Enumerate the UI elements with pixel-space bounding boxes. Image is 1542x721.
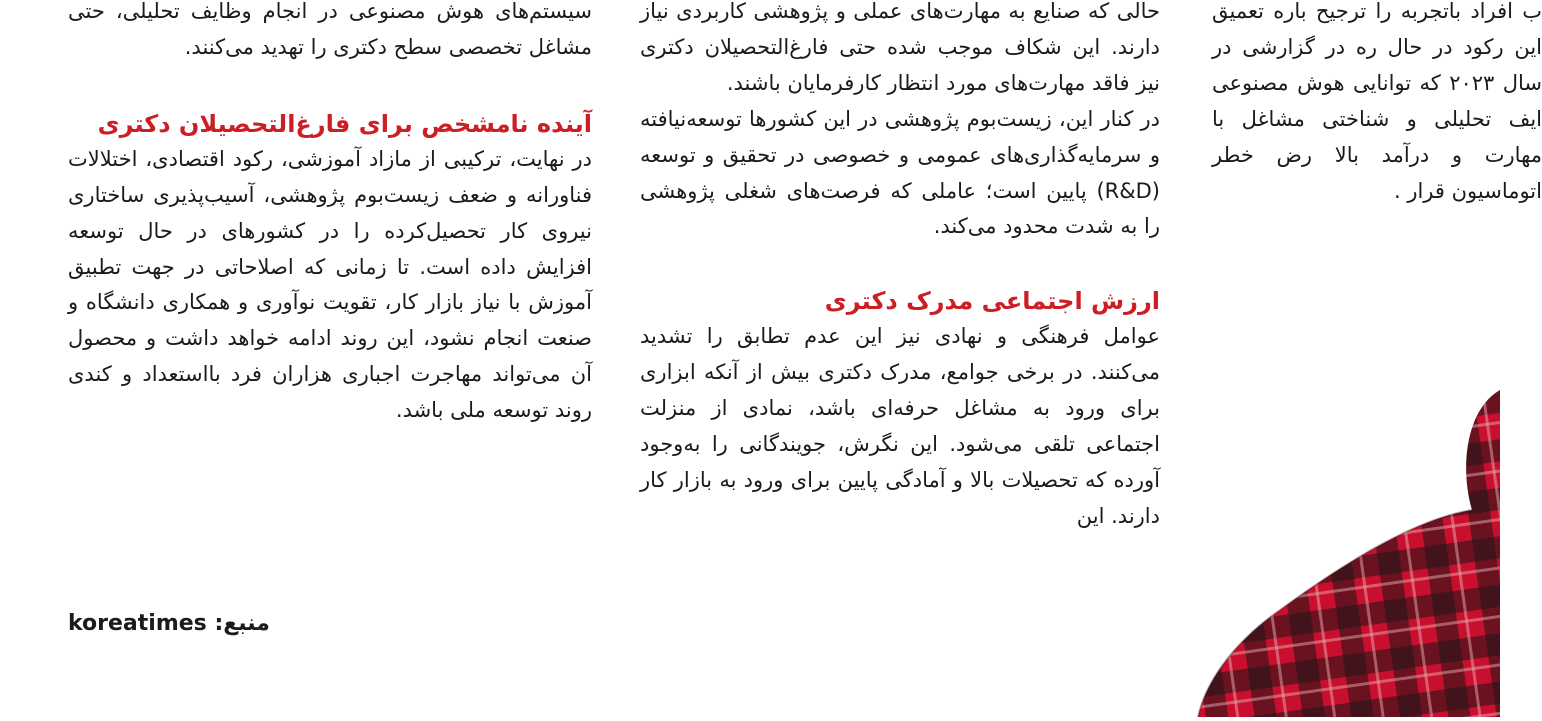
plaid-shirt-image [1160,390,1500,717]
source-name: koreatimes [68,611,207,636]
article-paragraph: ب افراد باتجربه را ترجیح باره تعمیق این رکود در حال ره در گزارشی در سال ۲۰۲۳ که توانایی هوش مصنوعی ایف تحلیلی و شناختی مشاغل با مهارت و درآمد بالا رض خطر اتوماسیون قرار . [1212,0,1542,203]
article-column-middle [640,0,1160,535]
article-paragraph: سیستم‌های هوش مصنوعی در انجام وظایف تحلیلی، حتی مشاغل تخصصی سطح دکتری را تهدید می‌کنند. [68,0,592,59]
article-paragraph: در نهایت، ترکیبی از مازاد آموزشی، رکود اقتصادی، اختلالات فناورانه و ضعف زیست‌بوم پژوهشی، آسیب‌پذیری ساختاری نیروی کار تحصیل‌کرده را در کشورهای در حال توسعه افزایش داده است. تا زمانی که اصلاحاتی در جهت تطبیق آموزش با نیاز بازار کار، تقویت نوآوری و همکاری دانشگاه و صنعت انجام نشود، این روند ادامه خواهد داشت و محصول آن می‌تواند مهاجرت اجباری هزاران فرد بااستعداد و کندی روند توسعه ملی باشد. [68,146,592,423]
section-heading: ارزش اجتماعی مدرک دکتری [824,287,1160,316]
source-label: منبع: [214,611,270,636]
article-column-left [68,0,592,429]
article-paragraph: عوامل فرهنگی و نهادی نیز این عدم تطابق را تشدید می‌کنند. در برخی جوامع، مدرک دکتری بیش از آنکه ابزاری برای ورود به مشاغل حرفه‌ای باشد، نمادی از منزلت اجتماعی تلقی می‌شود. این نگرش، جویندگانی را به‌وجود آورده که تحصیلات بالا و آمادگی پایین برای ورود به بازار کار دارند. این [640,324,1160,528]
article-paragraph: حالی که صنایع به مهارت‌های عملی و پژوهشی کاربردی نیاز دارند. این شکاف موجب شده حتی فارغ‌التحصیلان دکتری نیز فاقد مهارت‌های مورد انتظار کارفرمایان باشند. [640,0,1160,95]
article-paragraph: در کنار این، زیست‌بوم پژوهشی در این کشورها توسعه‌نیافته و سرمایه‌گذاری‌های عمومی و خصوصی در تحقیق و توسعه (R&D) پایین است؛ عاملی که فرصت‌های شغلی پژوهشی را به شدت محدود می‌کند. [640,106,1160,239]
source-credit [68,608,270,640]
section-heading: آینده نامشخص برای فارغ‌التحصیلان دکتری [97,109,592,138]
article-photo [1160,390,1500,717]
article-column-right [1212,0,1542,209]
